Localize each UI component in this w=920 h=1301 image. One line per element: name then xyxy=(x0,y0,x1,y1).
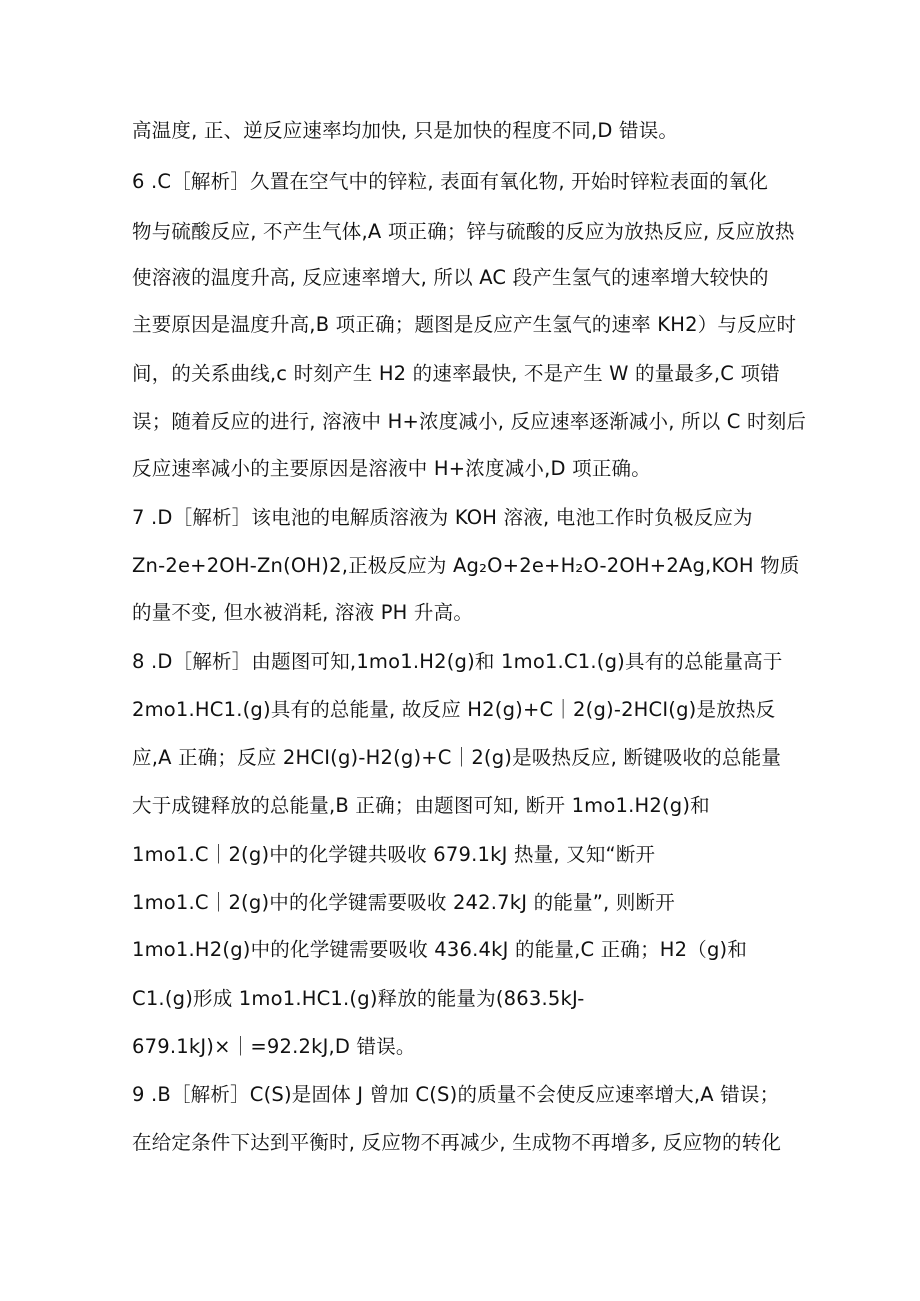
text-line: 在给定条件下达到平衡时, 反应物不再减少, 生成物不再增多, 反应物的转化 xyxy=(132,1131,782,1154)
text-line: 物与硫酸反应, 不产生气体,A 项正确；锌与硫酸的反应为放热反应, 反应放热 xyxy=(132,220,795,243)
text-line: Zn-2e+2OH-Zn(OH)2,正极反应为 Ag₂O+2e+H₂O-2OH+2Ag,KOH 物质 xyxy=(132,554,800,577)
text-line: 误；随着反应的进行, 溶液中 H+浓度减小, 反应速率逐渐减小, 所以 C 时刻后 xyxy=(132,410,807,433)
text-line: 高温度, 正、逆反应速率均加快, 只是加快的程度不同,D 错误。 xyxy=(132,119,679,142)
text-line: 1mo1.C｜2(g)中的化学键共吸收 679.1kJ 热量, 又知“断开 xyxy=(132,843,656,866)
text-line: 使溶液的温度升高, 反应速率增大, 所以 AC 段产生氢气的速率增大较快的 xyxy=(132,266,769,289)
text-line: 6 .C［解析］久置在空气中的锌粒, 表面有氧化物, 开始时锌粒表面的氧化 xyxy=(132,170,769,193)
text-line: 主要原因是温度升高,B 项正确；题图是反应产生氢气的速率 KH2）与反应时 xyxy=(132,313,797,336)
text-line: 大于成键释放的总能量,B 正确；由题图可知, 断开 1mo1.H2(g)和 xyxy=(132,794,710,817)
text-line: 应,A 正确；反应 2HCI(g)-H2(g)+C｜2(g)是吸热反应, 断键吸收的总能量 xyxy=(132,746,782,769)
text-line: C1.(g)形成 1mo1.HC1.(g)释放的能量为(863.5kJ- xyxy=(132,987,585,1010)
text-line: 1mo1.H2(g)中的化学键需要吸收 436.4kJ 的能量,C 正确；H2（g)和 xyxy=(132,938,748,961)
text-line: 2mo1.HC1.(g)具有的总能量, 故反应 H2(g)+C｜2(g)-2HCI(g)是放热反 xyxy=(132,698,776,721)
text-line: 7 .D［解析］该电池的电解质溶液为 KOH 溶液, 电池工作时负极反应为 xyxy=(132,506,753,529)
text-line: 1mo1.C｜2(g)中的化学键需要吸收 242.7kJ 的能量”, 则断开 xyxy=(132,891,675,914)
text-line: 9 .B［解析］C(S)是固体 J 曾加 C(S)的质量不会使反应速率增大,A 错误； xyxy=(132,1083,780,1106)
text-line: 8 .D［解析］由题图可知,1mo1.H2(g)和 1mo1.C1.(g)具有的总能量高于 xyxy=(132,650,783,673)
text-line: 的量不变, 但水被消耗, 溶液 PH 升高。 xyxy=(132,601,474,624)
text-line: 间，的关系曲线,c 时刻产生 H2 的速率最快, 不是产生 W 的量最多,C 项错 xyxy=(132,362,780,385)
text-line: 679.1kJ)×｜=92.2kJ,D 错误。 xyxy=(132,1035,416,1058)
text-line: 反应速率减小的主要原因是溶液中 H+浓度减小,D 项正确。 xyxy=(132,457,651,480)
